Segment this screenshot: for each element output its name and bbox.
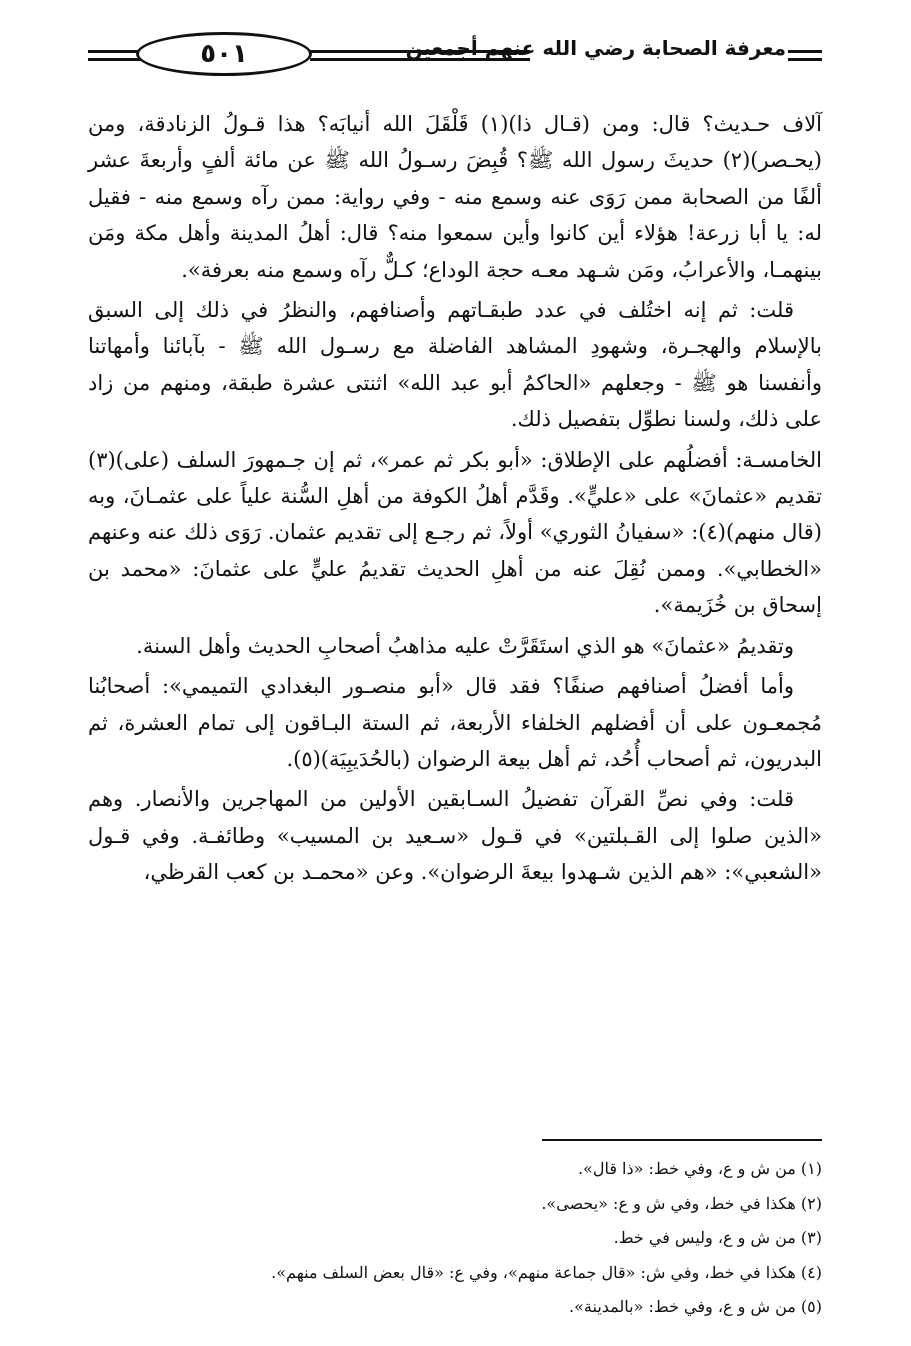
paragraph: قلت: ثم إنه اختُلف في عدد طبقـاتهم وأصنافهم، والنظرُ في ذلك إلى السبق بالإسلام والهجـرة، وشهودِ المشاهد الفاضلة مع رسـول الله ﷺ - بآبائنا وأمهاتنا وأنفسنا هو ﷺ - وجعلهم «الحاكمُ أبو عبد الله» اثنتى عشرة طبقة، ومنهم من زاد على ذلك، ولسنا نطوِّل بتفصيل ذلك. (88, 298, 822, 432)
footnote: (٥) من ش و ع، وفي خط: «بالمدينة». (569, 1297, 822, 1316)
main-text (88, 106, 822, 895)
page-header (88, 28, 822, 80)
paragraph: وأما أفضلُ أصنافهم صنفًا؟ فقد قال «أبو منصـور البغدادي التميمي»: أصحابُنا مُجمعـون على أن أفضلهم الخلفاء الأربعة، ثم الستة البـاقون إلى تمام العشرة، ثم البدريون، ثم أصحاب أُحُد، ثم أهل بيعة الرضوان (بالحُدَيبِيَة)(٥). (88, 674, 822, 771)
paragraph: الخامسـة: أفضلُهم على الإطلاق: «أبو بكر ثم عمر»، ثم إن جـمهورَ السلف (على)(٣) تقديم «عثمانَ» على «عليٍّ». وقَدَّم أهلُ الكوفة من أهلِ السُّنة علياً على عثمـانَ، وبه (قال منهم)(٤): «سفيانُ الثوري» أولاً، ثم رجـع إلى تقديم عثمان. رَوَى ذلك عنه وعنهم «الخطابي». وممن نُقِلَ عنه من أهلِ الحديث تقديمُ عليٍّ على عثمانَ: «محمد بن إسحاق بن خُزَيمة». (88, 447, 822, 618)
paragraph: وتقديمُ «عثمانَ» هو الذي استَقَرَّتْ عليه مذاهبُ أصحابِ الحديث وأهل السنة. (136, 633, 794, 658)
footnote: (٣) من ش و ع، وليس في خط. (613, 1228, 822, 1247)
footnote: (١) من ش و ع، وفي خط: «ذا قال». (577, 1159, 822, 1178)
header-rule (788, 58, 822, 61)
footnote-separator (542, 1139, 822, 1141)
footnote: (٢) هكذا في خط، وفي ش و ع: «يحصى». (541, 1193, 822, 1213)
paragraph: قلت: وفي نصِّ القرآن تفضيلُ السـابقين الأولين من المهاجرين والأنصار. وهم «الذين صلوا إلى القـبلتين» في قـول «سـعيد بن المسيب» وطائفـة. وفي قـول «الشعبي»: «هم الذين شـهدوا بيعةَ الرضوان». وعن «محمـد بن كعب القرظي، (88, 787, 822, 885)
footnotes (88, 1152, 822, 1325)
header-rule (788, 50, 822, 53)
running-title: معرفة الصحابة رضي الله عنهم أجمعين (405, 36, 786, 60)
header-rule (88, 58, 140, 61)
footnote: (٤) هكذا في خط، وفي ش: «قال جماعة منهم»، وفي ع: «قال بعض السلف منهم». (271, 1262, 822, 1282)
header-rule (88, 50, 140, 53)
page-number: ٥٠١ (136, 32, 312, 76)
paragraph: آلاف حـديث؟ قال: ومن (قـال ذا)(١) قَلْقَلَ الله أنيابَه؟ هذا قـولُ الزنادقة، ومن (يحـصر)(٢) حديثَ رسول الله ﷺ؟ قُبِضَ رسـولُ الله ﷺ عن مائة ألفٍ وأربعةَ عشر ألفًا من الصحابة ممن رَوَى عنه وسمع منه - وفي رواية: ممن رآه وسمع منه - فقيل له: يا أبا زرعة! هؤلاء أين كانوا وأين سمعوا منه؟ قال: أهلُ المدينة وأهل مكة ومَن بينهمـا، والأعرابُ، ومَن شـهد معـه حجة الوداع؛ كـلٌّ رآه وسمع منه بعرفة». (88, 112, 823, 282)
